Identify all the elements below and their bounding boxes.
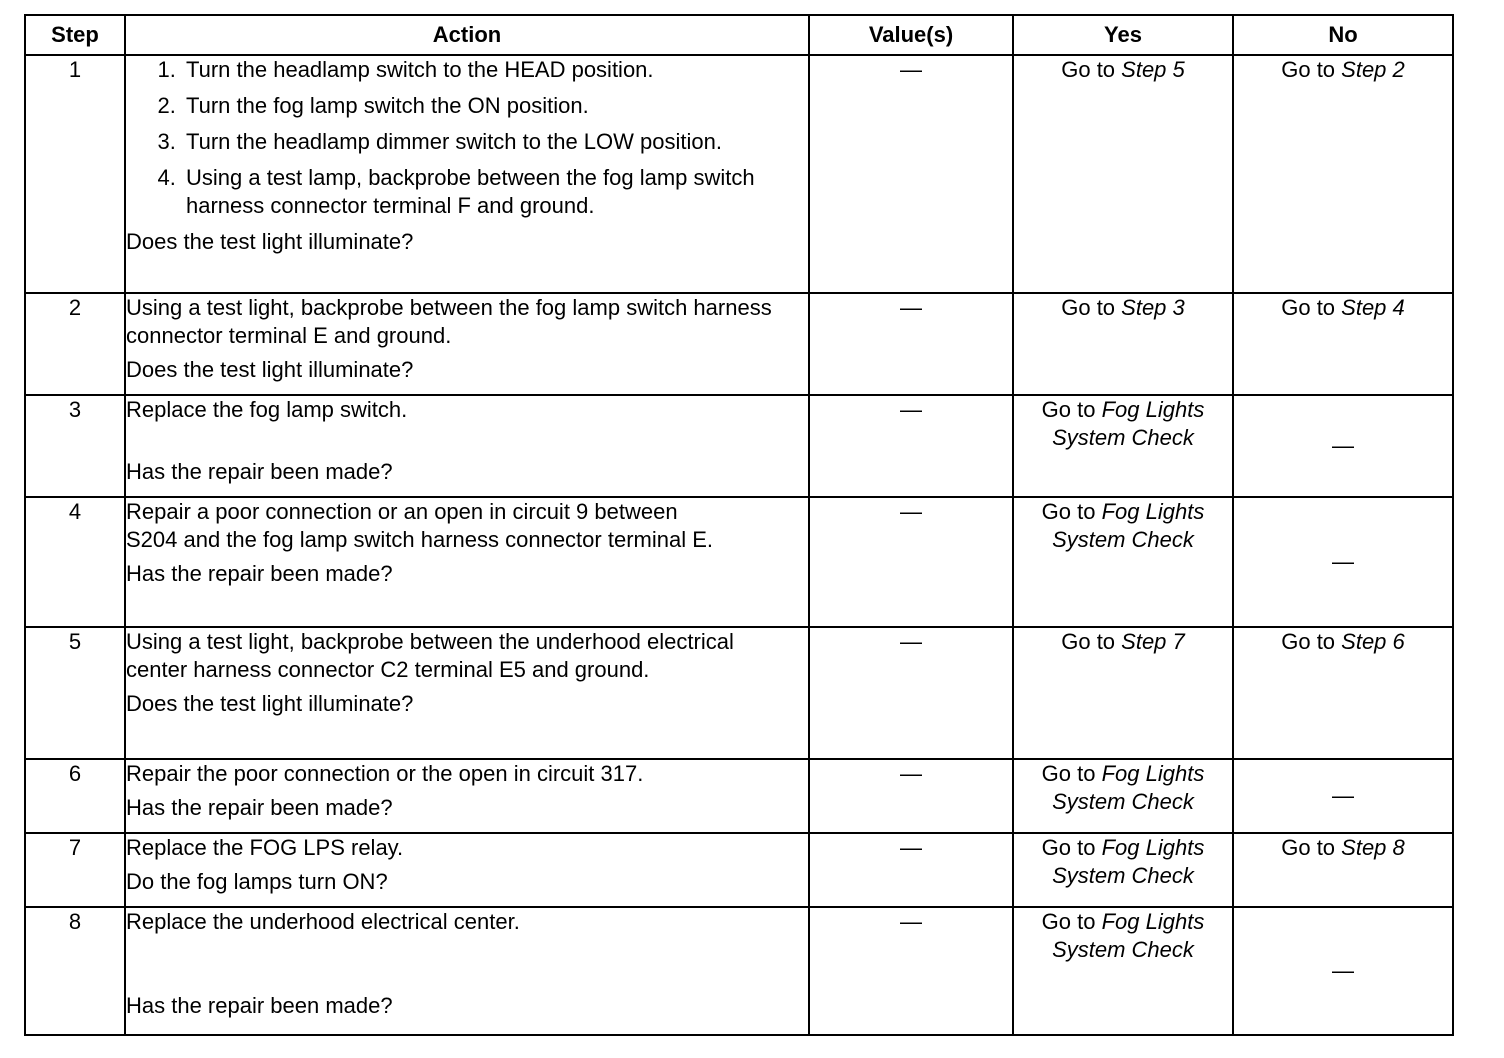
action-text: Using a test light, backprobe between the underhood electrical center harness connector C2 terminal E5 and ground. xyxy=(126,629,734,682)
action-cell xyxy=(125,497,809,627)
yes-cell xyxy=(1013,395,1233,497)
step-number: 2 xyxy=(25,293,125,395)
table-row xyxy=(25,627,1453,759)
yes-cell xyxy=(1013,497,1233,627)
action-question: Has the repair been made? xyxy=(126,795,393,820)
header-yes: Yes xyxy=(1013,15,1233,55)
no-cell xyxy=(1233,833,1453,907)
no-cell: — xyxy=(1233,907,1453,1035)
action-text: Repair the poor connection or the open in circuit 317. xyxy=(126,761,644,786)
no-prefix: Go to xyxy=(1281,295,1342,320)
diagnostic-table xyxy=(24,14,1454,1036)
header-action: Action xyxy=(125,15,809,55)
action-list-item: 1. Turn the headlamp switch to the HEAD position. xyxy=(182,56,808,84)
yes-prefix: Go to xyxy=(1061,295,1122,320)
yes-prefix: Go to xyxy=(1041,909,1102,934)
yes-prefix: Go to xyxy=(1041,761,1102,786)
value-cell: — xyxy=(809,293,1013,395)
no-cell xyxy=(1233,55,1453,293)
action-question: Has the repair been made? xyxy=(126,993,393,1018)
value-cell: — xyxy=(809,497,1013,627)
header-no: No xyxy=(1233,15,1453,55)
table-row xyxy=(25,55,1453,293)
no-target-link[interactable]: Step 8 xyxy=(1341,835,1405,860)
table-row xyxy=(25,833,1453,907)
no-cell: — xyxy=(1233,395,1453,497)
no-target-link[interactable]: Step 2 xyxy=(1341,57,1405,82)
yes-cell xyxy=(1013,759,1233,833)
table-row xyxy=(25,759,1453,833)
step-number: 5 xyxy=(25,627,125,759)
no-cell: — xyxy=(1233,759,1453,833)
no-target-link[interactable]: Step 4 xyxy=(1341,295,1405,320)
yes-target-link[interactable]: Step 3 xyxy=(1121,295,1185,320)
no-target-link[interactable]: Step 6 xyxy=(1341,629,1405,654)
no-cell xyxy=(1233,627,1453,759)
yes-prefix: Go to xyxy=(1041,499,1102,524)
header-step: Step xyxy=(25,15,125,55)
yes-prefix: Go to xyxy=(1041,397,1102,422)
action-question: Does the test light illuminate? xyxy=(126,691,414,716)
value-cell: — xyxy=(809,395,1013,497)
action-question: Do the fog lamps turn ON? xyxy=(126,869,388,894)
yes-prefix: Go to xyxy=(1061,57,1122,82)
table-row xyxy=(25,497,1453,627)
action-text: Replace the FOG LPS relay. xyxy=(126,835,404,860)
yes-target-link[interactable]: Fog Lights System Check xyxy=(1052,397,1205,450)
action-text: Repair a poor connection or an open in circuit 9 between S204 and the fog lamp switch harness connector terminal E. xyxy=(126,499,713,552)
no-cell xyxy=(1233,293,1453,395)
value-cell: — xyxy=(809,833,1013,907)
action-cell xyxy=(125,395,809,497)
step-number: 3 xyxy=(25,395,125,497)
yes-cell xyxy=(1013,627,1233,759)
step-number: 1 xyxy=(25,55,125,293)
yes-target-link[interactable]: Fog Lights System Check xyxy=(1052,835,1205,888)
yes-target-link[interactable]: Step 5 xyxy=(1121,57,1185,82)
table-row xyxy=(25,395,1453,497)
no-prefix: Go to xyxy=(1281,629,1342,654)
action-cell xyxy=(125,833,809,907)
value-cell: — xyxy=(809,907,1013,1035)
yes-cell xyxy=(1013,55,1233,293)
value-cell: — xyxy=(809,627,1013,759)
action-cell xyxy=(125,759,809,833)
action-question: Does the test light illuminate? xyxy=(126,357,414,382)
yes-prefix: Go to xyxy=(1061,629,1122,654)
yes-target-link[interactable]: Fog Lights System Check xyxy=(1052,499,1205,552)
action-text: Replace the fog lamp switch. xyxy=(126,397,408,422)
action-list xyxy=(126,56,808,220)
action-question: Does the test light illuminate? xyxy=(126,229,414,254)
no-cell: — xyxy=(1233,497,1453,627)
table-row xyxy=(25,293,1453,395)
yes-target-link[interactable]: Step 7 xyxy=(1121,629,1185,654)
action-text: Replace the underhood electrical center. xyxy=(126,909,520,934)
action-list-item: 2. Turn the fog lamp switch the ON position. xyxy=(182,92,808,120)
no-prefix: Go to xyxy=(1281,835,1342,860)
step-number: 8 xyxy=(25,907,125,1035)
action-question: Has the repair been made? xyxy=(126,561,393,586)
action-cell xyxy=(125,293,809,395)
yes-cell xyxy=(1013,293,1233,395)
action-list-item: 3. Turn the headlamp dimmer switch to the LOW position. xyxy=(182,128,808,156)
table-row xyxy=(25,907,1453,1035)
value-cell: — xyxy=(809,759,1013,833)
value-cell: — xyxy=(809,55,1013,293)
action-cell xyxy=(125,907,809,1035)
yes-target-link[interactable]: Fog Lights System Check xyxy=(1052,761,1205,814)
step-number: 6 xyxy=(25,759,125,833)
action-cell xyxy=(125,55,809,293)
action-question: Has the repair been made? xyxy=(126,459,393,484)
header-values: Value(s) xyxy=(809,15,1013,55)
yes-prefix: Go to xyxy=(1041,835,1102,860)
no-prefix: Go to xyxy=(1281,57,1342,82)
action-text: Using a test light, backprobe between the fog lamp switch harness connector terminal E and ground. xyxy=(126,295,772,348)
header-row xyxy=(25,15,1453,55)
yes-target-link[interactable]: Fog Lights System Check xyxy=(1052,909,1205,962)
yes-cell xyxy=(1013,907,1233,1035)
step-number: 7 xyxy=(25,833,125,907)
yes-cell xyxy=(1013,833,1233,907)
action-list-item: 4. Using a test lamp, backprobe between the fog lamp switch harness connector terminal F and ground. xyxy=(182,164,808,220)
action-cell xyxy=(125,627,809,759)
step-number: 4 xyxy=(25,497,125,627)
